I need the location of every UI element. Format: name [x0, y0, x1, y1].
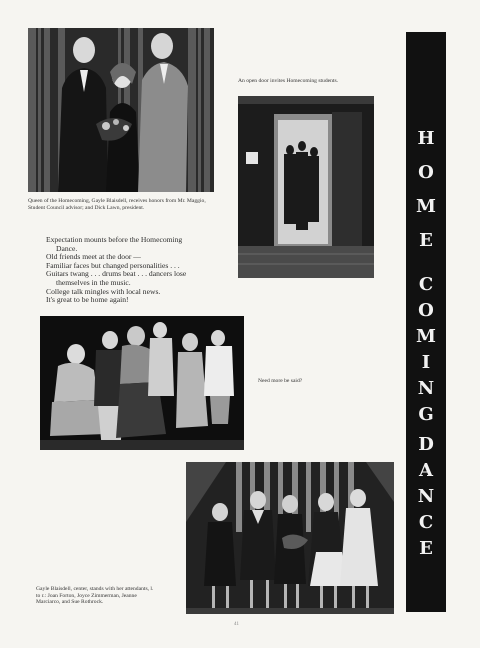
banner-letter: I — [421, 352, 431, 373]
dancers-caption: Need more be said? — [258, 378, 303, 384]
banner-letter: N — [417, 486, 435, 507]
banner-letter: C — [418, 274, 434, 295]
banner-letter: M — [416, 196, 436, 217]
attendants-photo — [186, 462, 394, 614]
banner-letter: C — [418, 512, 434, 533]
poem-line: College talk mingles with local news. — [46, 286, 161, 296]
attendants-caption: Gayle Blaisdell, center, stands with her attendants, l. to r.: Joan Forton, Joyce Zimmerman, Jeanne Marciarco, and Sue Rothrock. — [36, 586, 154, 606]
poem-line: Dance. — [56, 243, 78, 253]
poem-line: It's great to be home again! — [46, 295, 129, 305]
banner-letter: N — [417, 378, 435, 399]
attendants-photo-image — [186, 462, 394, 614]
page-number: 41 — [234, 622, 239, 627]
poem-line: Guitars twang . . . drums beat . . . dancers lose — [46, 269, 187, 279]
queen-photo — [28, 28, 214, 192]
dancers-photo — [40, 316, 244, 450]
homecoming-dance-banner — [406, 32, 446, 612]
banner-letter: O — [418, 162, 434, 183]
door-caption: An open door invites Homecoming students. — [238, 78, 339, 84]
banner-letter: A — [419, 460, 433, 481]
banner-letter: H — [417, 128, 435, 149]
banner-letter: M — [416, 326, 436, 347]
door-photo-image — [238, 96, 374, 278]
poem-text — [46, 236, 236, 305]
banner-letter: D — [418, 434, 434, 455]
banner-letter: G — [418, 404, 434, 425]
poem-line: Familiar faces but changed personalities . . . — [46, 260, 180, 270]
poem-line: themselves in the music. — [56, 277, 131, 287]
banner-letter: E — [419, 230, 433, 251]
banner-letter: O — [418, 300, 434, 321]
poem-line: Expectation mounts before the Homecoming — [46, 235, 183, 244]
door-photo — [238, 96, 374, 278]
poem-line: Old friends meet at the door — — [46, 252, 141, 262]
dancers-photo-image — [40, 316, 244, 450]
banner-letter: E — [419, 538, 433, 559]
queen-caption: Queen of the Homecoming, Gayle Blaisdell, receives honors from Mr. Maggio, Student Council advisor; and Dick Lawn, president. — [28, 198, 206, 211]
queen-photo-image — [28, 28, 214, 192]
